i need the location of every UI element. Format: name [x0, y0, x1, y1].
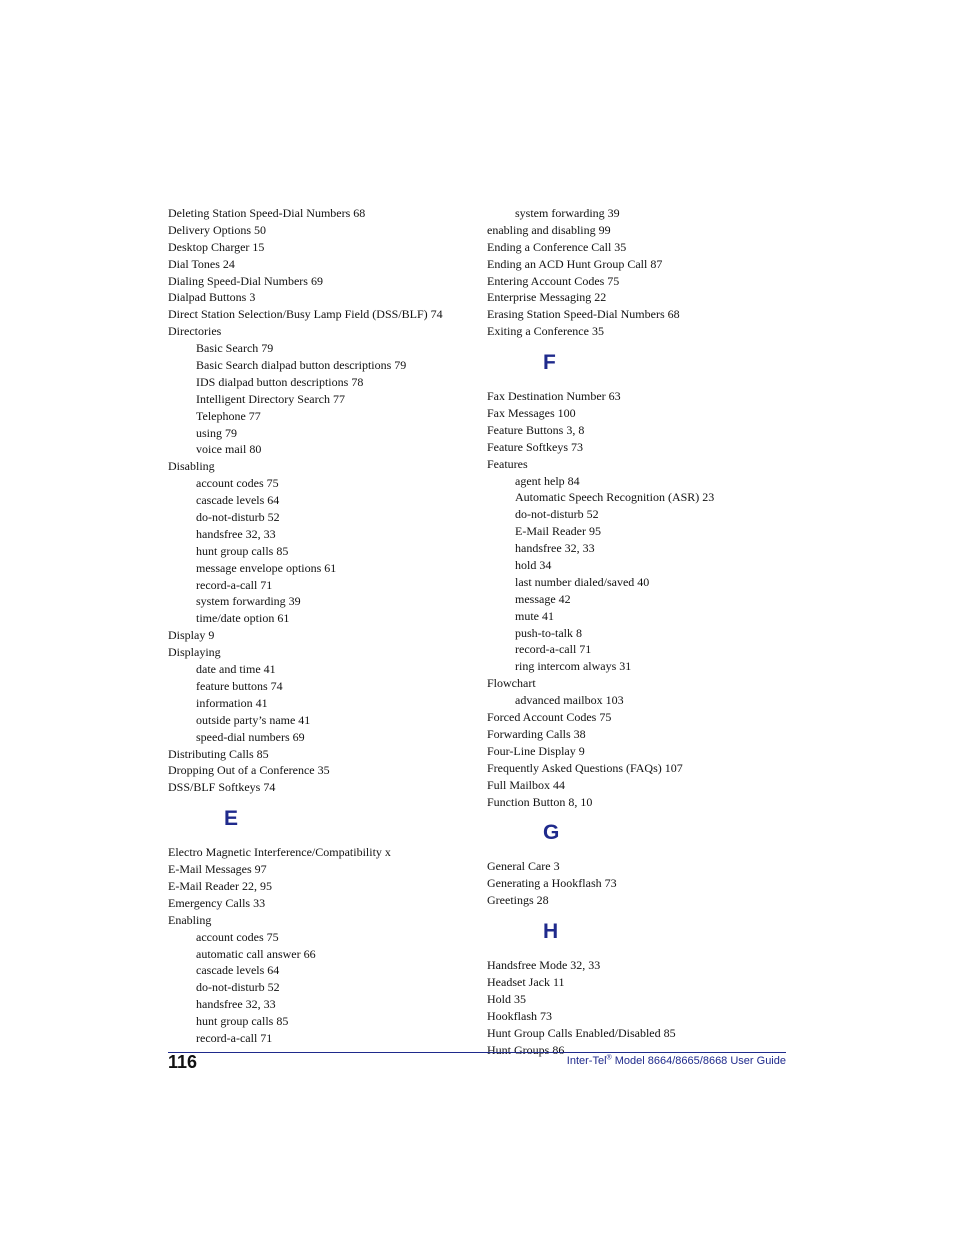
index-subentry: cascade levels 64	[196, 493, 280, 508]
index-subentry: handsfree 32, 33	[515, 541, 595, 556]
index-entry: Deleting Station Speed-Dial Numbers 68	[168, 206, 366, 220]
index-entry: DSS/BLF Softkeys 74	[168, 780, 276, 795]
index-entry: E-Mail Reader 22, 95	[168, 878, 272, 893]
index-entry: Fax Destination Number 63	[487, 389, 621, 404]
index-entry: Erasing Station Speed-Dial Numbers 68	[487, 307, 680, 322]
index-subentry: do-not-disturb 52	[515, 507, 599, 522]
index-entry: Display 9	[168, 628, 215, 643]
index-subentry: Basic Search dialpad button descriptions 79	[196, 358, 407, 373]
index-subentry: voice mail 80	[196, 442, 262, 457]
index-entry: Hookflash 73	[487, 1008, 552, 1023]
index-subentry: handsfree 32, 33	[196, 997, 276, 1012]
index-subentry: speed-dial numbers 69	[196, 729, 305, 744]
registered-mark: ®	[606, 1054, 612, 1062]
index-subentry: E-Mail Reader 95	[515, 524, 601, 539]
index-subentry: account codes 75	[196, 929, 279, 944]
index-subentry: account codes 75	[196, 476, 279, 491]
index-entry: Features	[487, 456, 528, 471]
index-entry: Enterprise Messaging 22	[487, 290, 607, 305]
index-entry: Handsfree Mode 32, 33	[487, 958, 601, 973]
footer-rule	[168, 1052, 786, 1053]
section-letter-h: H	[543, 920, 559, 944]
index-subentry: message envelope options 61	[196, 560, 337, 575]
index-subentry: ring intercom always 31	[515, 659, 632, 674]
footer-guide-title	[567, 1054, 786, 1068]
index-entry: Delivery Options 50	[168, 222, 266, 237]
index-entry: Entering Account Codes 75	[487, 273, 620, 288]
index-entry: Directories	[168, 324, 222, 339]
index-entry: Greetings 28	[487, 893, 549, 908]
footer-brand: Inter-Tel	[566, 1055, 607, 1067]
index-entry: Ending a Conference Call 35	[487, 239, 627, 254]
index-subentry: system forwarding 39	[196, 594, 301, 609]
index-subentry: advanced mailbox 103	[515, 693, 624, 708]
index-entry: E-Mail Messages 97	[168, 862, 267, 877]
index-subentry: do-not-disturb 52	[196, 510, 280, 525]
index-subentry: handsfree 32, 33	[196, 526, 276, 541]
index-subentry: hunt group calls 85	[196, 543, 289, 558]
index-entry: Hunt Groups 86	[487, 1042, 565, 1057]
index-entry: Electro Magnetic Interference/Compatibility x	[168, 845, 391, 860]
index-entry: Headset Jack 11	[487, 974, 565, 989]
index-subentry: time/date option 61	[196, 611, 290, 626]
index-subentry: mute 41	[515, 608, 554, 623]
index-subentry: record-a-call 71	[515, 642, 592, 657]
index-entry: Feature Buttons 3, 8	[487, 422, 585, 437]
index-entry: Dialing Speed-Dial Numbers 69	[168, 273, 323, 288]
index-column-right	[487, 205, 787, 1058]
index-subentry: feature buttons 74	[196, 678, 283, 693]
index-entry: Function Button 8, 10	[487, 794, 593, 809]
index-entry: Desktop Charger 15	[168, 239, 265, 254]
index-entry: Fax Messages 100	[487, 406, 576, 421]
page-number: 116	[168, 1052, 198, 1072]
index-column-left	[168, 205, 468, 1047]
index-subentry: push-to-talk 8	[515, 625, 582, 640]
index-subentry: Intelligent Directory Search 77	[196, 391, 345, 406]
index-entry: Distributing Calls 85	[168, 746, 269, 761]
index-entry: Feature Softkeys 73	[487, 439, 583, 454]
index-subentry: message 42	[515, 591, 571, 606]
index-entry: Emergency Calls 33	[168, 895, 266, 910]
index-entry: Ending an ACD Hunt Group Call 87	[487, 256, 663, 271]
index-entry: Frequently Asked Questions (FAQs) 107	[487, 760, 683, 775]
index-subentry: do-not-disturb 52	[196, 980, 280, 995]
index-entry: Exiting a Conference 35	[487, 324, 604, 339]
index-entry: Flowchart	[487, 676, 536, 691]
footer-guide-name: Model 8664/8665/8668 User Guide	[611, 1055, 786, 1067]
index-subentry: using 79	[196, 425, 238, 440]
index-subentry: Automatic Speech Recognition (ASR) 23	[515, 490, 715, 505]
index-entry: Dialpad Buttons 3	[168, 290, 256, 305]
index-subentry: system forwarding 39	[515, 206, 620, 220]
section-letter-f: F	[543, 351, 556, 375]
index-entry: Hold 35	[487, 991, 526, 1006]
index-entry: Enabling	[168, 912, 212, 927]
index-subentry: record-a-call 71	[196, 1030, 273, 1045]
index-subentry: hunt group calls 85	[196, 1014, 289, 1029]
index-entry: General Care 3	[487, 859, 560, 874]
index-entry: enabling and disabling 99	[487, 222, 611, 237]
index-entry: Four-Line Display 9	[487, 743, 585, 758]
index-entry: Disabling	[168, 459, 215, 474]
index-subentry: hold 34	[515, 558, 552, 573]
index-subentry: outside party’s name 41	[196, 712, 311, 727]
index-subentry: automatic call answer 66	[196, 946, 316, 961]
index-entry: Generating a Hookflash 73	[487, 876, 617, 891]
index-subentry: cascade levels 64	[196, 963, 280, 978]
index-subentry: information 41	[196, 695, 268, 710]
index-entry: Dropping Out of a Conference 35	[168, 763, 330, 778]
index-entry: Dial Tones 24	[168, 256, 235, 271]
index-subentry: IDS dialpad button descriptions 78	[196, 374, 364, 389]
index-subentry: record-a-call 71	[196, 577, 273, 592]
index-subentry: last number dialed/saved 40	[515, 574, 650, 589]
index-subentry: Telephone 77	[196, 408, 261, 423]
index-entry: Displaying	[168, 645, 221, 660]
index-subentry: date and time 41	[196, 662, 276, 677]
index-entry: Forwarding Calls 38	[487, 726, 586, 741]
index-subentry: Basic Search 79	[196, 341, 274, 356]
index-entry: Forced Account Codes 75	[487, 710, 612, 725]
section-letter-e: E	[224, 807, 239, 831]
index-entry: Full Mailbox 44	[487, 777, 566, 792]
section-letter-g: G	[543, 821, 560, 845]
index-subentry: agent help 84	[515, 473, 580, 488]
index-entry: Direct Station Selection/Busy Lamp Field (DSS/BLF) 74	[168, 307, 443, 322]
index-entry: Hunt Group Calls Enabled/Disabled 85	[487, 1025, 676, 1040]
